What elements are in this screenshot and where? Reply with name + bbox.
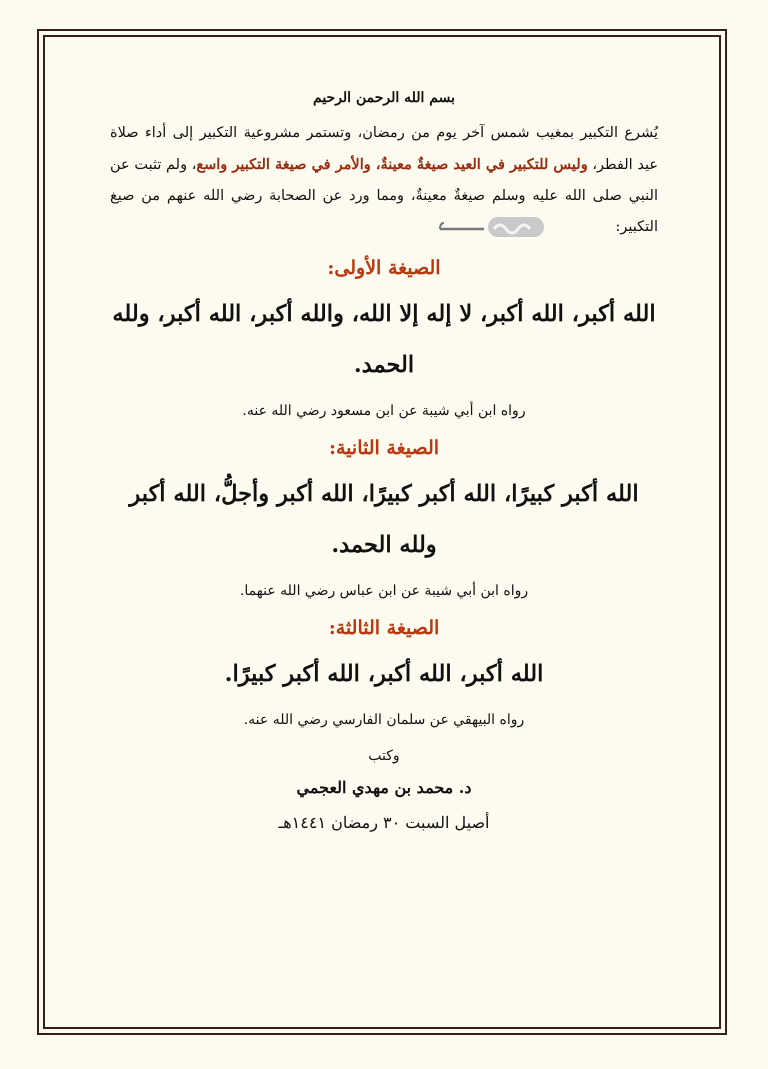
intro-text-1: يُشرع التكبير بمغيب شمس آخر يوم من رمضان، وتستمر مشروعية التكبير إلى أداء صلاة عيد الفطر، (110, 125, 658, 173)
intro-text-2: ، ولم تثبت عن النبي صلى الله عليه وسلم صيغةٌ معينةٌ، ومما ورد عن الصحابة رضي الله عنهم من صيغ التكبير: (110, 157, 658, 235)
formula-heading-2: الصيغة الثانية: (328, 437, 440, 459)
takbir-text-1: الله أكبر، الله أكبر، لا إله إلا الله، والله أكبر، الله أكبر، ولله الحمد. (112, 301, 656, 378)
brand-logo-icon (436, 215, 546, 239)
formula-section-2 (110, 437, 658, 599)
document-body (110, 90, 658, 832)
intro-paragraph (110, 118, 658, 243)
date-line: أصيل السبت ٣٠ رمضان ١٤٤١هـ (278, 813, 490, 832)
narration-2: رواه ابن أبي شيبة عن ابن عباس رضي الله عنهما. (239, 583, 529, 599)
formula-heading-3: الصيغة الثالثة: (328, 617, 440, 639)
takbir-text-2: الله أكبر كبيرًا، الله أكبر كبيرًا، الله أكبر وأجلُّ، الله أكبر ولله الحمد. (129, 481, 639, 558)
intro-emphasis: وليس للتكبير في العيد صيغةٌ معينةٌ، والأمر في صيغة التكبير واسع (196, 156, 588, 173)
narration-3: رواه البيهقي عن سلمان الفارسي رضي الله عنه. (243, 712, 525, 728)
author-name: د. محمد بن مهدي العجمي (296, 778, 472, 797)
formula-section-3 (110, 617, 658, 728)
narration-1: رواه ابن أبي شيبة عن ابن مسعود رضي الله عنه. (242, 403, 526, 419)
takbir-text-3: الله أكبر، الله أكبر، الله أكبر كبيرًا. (224, 661, 544, 687)
formula-heading-1: الصيغة الأولى: (327, 257, 441, 279)
formula-section-1 (110, 257, 658, 419)
basmala: بسم الله الرحمن الرحيم (313, 90, 455, 106)
signoff: وكتب (368, 748, 400, 764)
